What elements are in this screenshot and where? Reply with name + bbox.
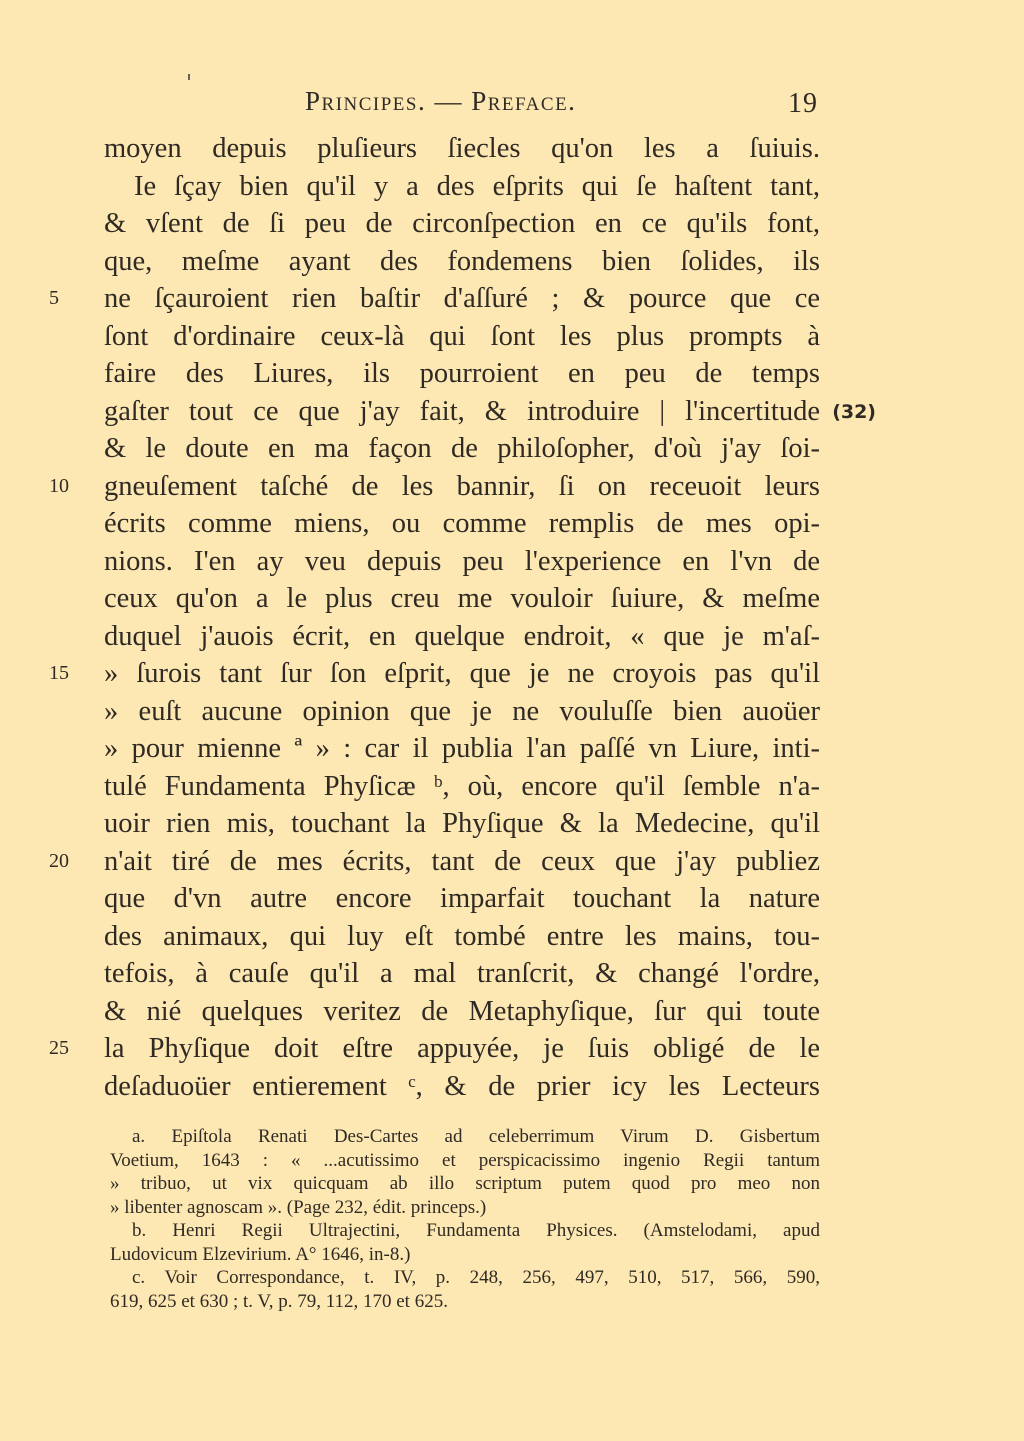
text-line: 25 la Phyſique doit eſtre appuyée, je ſuis obligé de le (104, 1030, 820, 1068)
text-line: nions. I'en ay veu depuis peu l'experience en l'vn de (104, 545, 820, 577)
text-line: ceux qu'on a le plus creu me vouloir ſuiure, & meſme (104, 583, 820, 614)
line-number: 15 (49, 662, 69, 684)
text-line: uoir rien mis, touchant la Phyſique & la Medecine, qu'il (104, 808, 820, 839)
main-text (49, 130, 876, 1105)
text-line: moyen depuis pluſieurs ſiecles qu'on les a ſuiuis. (104, 133, 820, 164)
footnote-a: a. Epiſtola Renati Des-Cartes ad celeberrimum Virum D. Gisbertum (132, 1126, 820, 1147)
footnote-b: b. Henri Regii Ultrajectini, Fundamenta Physices. (Amstelodami, apud (132, 1220, 820, 1241)
text-line: 20 n'ait tiré de mes écrits, tant de ceux que j'ay publiez (104, 843, 820, 881)
text-line: 5 ne ſçauroient rien baſtir d'aſſuré ; & pource que ce (104, 280, 820, 318)
text-line: que, meſme ayant des fondemens bien ſolides, ils (104, 245, 820, 277)
text-line: » euſt aucune opinion que je ne vouluſſe bien auoüer (104, 695, 820, 727)
margin-page-reference: (32) (832, 400, 876, 423)
footnote-a-line: » tribuo, ut vix quicquam ab illo scriptum putem quod pro meo non (110, 1173, 820, 1194)
line-number: 5 (49, 287, 59, 309)
running-title: Principes. — Preface. (305, 86, 577, 116)
text-line: écrits comme miens, ou comme remplis de mes opi- (104, 508, 820, 539)
text-line: faire des Liures, ils pourroient en peu de temps (104, 358, 820, 389)
footnotes (110, 1125, 820, 1313)
text-line: tefois, à cauſe qu'il a mal tranſcrit, & changé l'ordre, (104, 958, 820, 989)
footnote-a-line: Voetium, 1643 : « ...acutissimo et perspicacissimo ingenio Regii tantum (110, 1149, 820, 1171)
footnote-c: c. Voir Correspondance, t. IV, p. 248, 256, 497, 510, 517, 566, 590, (132, 1267, 820, 1288)
text-line: gaſter tout ce que j'ay fait, & introduire | l'incertitude (32) (104, 393, 820, 431)
footnote-b-line: Ludovicum Elzevirium. A° 1646, in-8.) (110, 1243, 411, 1265)
footnote-c-line: 619, 625 et 630 ; t. V, p. 79, 112, 170 et 625. (110, 1290, 448, 1312)
text-line: & nié quelques veritez de Metaphyſique, ſur qui toute (104, 995, 820, 1027)
text-line: ſont d'ordinaire ceux-là qui ſont les plus prompts à (104, 320, 820, 352)
text-line: Ie ſçay bien qu'il y a des eſprits qui ſe haſtent tant, (134, 170, 820, 202)
page-header (100, 82, 820, 122)
text-line: que d'vn autre encore imparfait touchant la nature (104, 883, 820, 914)
text-line: tulé Fundamenta Phyſicæ ᵇ, où, encore qu'il ſemble n'a- (104, 770, 820, 802)
text-line: » pour mienne ª » : car il publia l'an paſſé vn Liure, inti- (104, 733, 820, 764)
text-line: & vſent de ſi peu de circonſpection en ce qu'ils font, (104, 208, 820, 239)
page-number: 19 (788, 88, 818, 119)
text-line: deſaduoüer entierement ᶜ, & de prier icy les Lecteurs (104, 1070, 820, 1102)
line-number: 10 (49, 474, 69, 497)
footnote-a-line: » libenter agnoscam ». (Page 232, édit. princeps.) (110, 1196, 487, 1218)
line-number: 25 (49, 1037, 69, 1059)
print-mark (188, 74, 190, 80)
text-line: 15 » ſurois tant ſur ſon eſprit, que je ne croyois pas qu'il (104, 655, 820, 693)
line-number: 20 (49, 849, 69, 872)
text-line: 10 gneuſement taſché de les bannir, ſi on receuoit leurs (104, 468, 820, 506)
text-line: duquel j'auois écrit, en quelque endroit, « que je m'aſ- (104, 620, 820, 652)
text-line: & le doute en ma façon de philoſopher, d'où j'ay ſoi- (104, 433, 820, 464)
text-line: des animaux, qui luy eſt tombé entre les mains, tou- (104, 920, 820, 952)
